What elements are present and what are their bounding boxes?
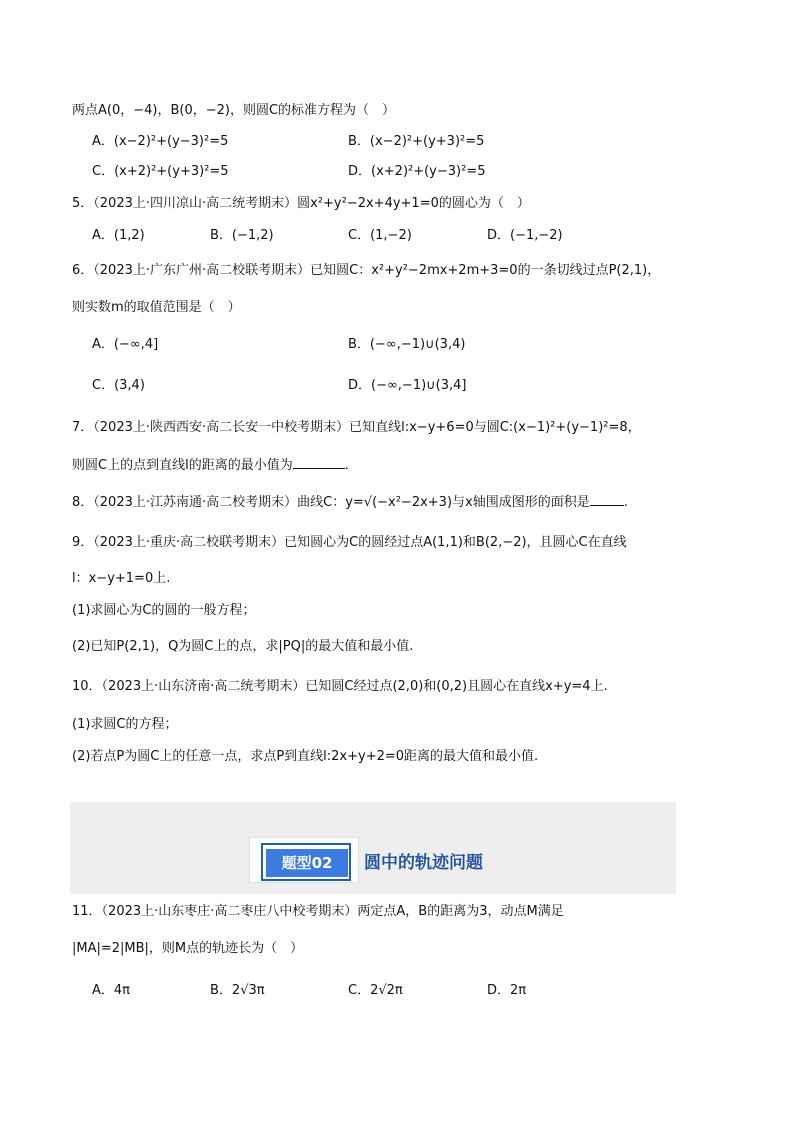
text-content: (2)若点P为圆C上的任意一点，求点P到直线l:2x+y+2=0距离的最大值和最小值. xyxy=(72,749,539,764)
trailing-punct: . xyxy=(344,458,349,473)
text-content: 6．（2023上·广东广州·高二校联考期末）已知圆C：x²+y²−2mx+2m+3=0的一条切线过点P(2,1)， xyxy=(72,263,661,278)
text-line-q11B xyxy=(210,982,265,1000)
text-line-q6D xyxy=(348,377,467,395)
text-content: 两点A(0，−4)，B(0，−2)，则圆C的标准方程为（ ） xyxy=(72,103,396,118)
text-line-q4b xyxy=(348,133,484,151)
text-content: B．2√3π xyxy=(210,983,265,998)
text-content: D．(−1,−2) xyxy=(487,228,563,243)
text-line-q6A xyxy=(92,336,158,354)
text-line-q4d xyxy=(348,163,486,181)
text-content: |MA|=2|MB|，则M点的轨迹长为（ ） xyxy=(72,941,304,956)
text-line-q11D xyxy=(487,982,526,1000)
text-line-q6B xyxy=(348,336,465,354)
trailing-punct: . xyxy=(623,495,628,510)
text-content: (1)求圆C的方程； xyxy=(72,717,178,732)
text-content: D．(x+2)²+(y−3)²=5 xyxy=(348,164,486,179)
text-line-q9d xyxy=(72,638,413,656)
text-content: B．(−1,2) xyxy=(210,228,274,243)
text-line-q5b xyxy=(210,227,274,245)
text-line-q9b xyxy=(72,570,170,588)
text-content: (1)求圆心为C的圆的一般方程； xyxy=(72,603,256,618)
text-line-q11 xyxy=(72,903,564,921)
text-content: 11．（2023上·山东枣庄·高二枣庄八中校考期末）两定点A，B的距离为3，动点M满足 xyxy=(72,904,564,919)
text-line-q9 xyxy=(72,534,627,552)
text-content: C．(x+2)²+(y+3)²=5 xyxy=(92,164,229,179)
text-content: B．(x−2)²+(y+3)²=5 xyxy=(348,134,485,149)
text-line-q6 xyxy=(72,262,660,280)
text-line-q10 xyxy=(72,678,608,696)
text-content: 则圆C上的点到直线l的距离的最小值为 xyxy=(72,458,293,473)
text-line-l1 xyxy=(72,102,395,120)
text-content: 10．（2023上·山东济南·高二统考期末）已知圆C经过点(2,0)和(0,2)且圆心在直线x+y=4上. xyxy=(72,679,608,694)
text-line-q7b xyxy=(72,456,349,475)
text-line-q9c xyxy=(72,602,256,620)
section-title: 圆中的轨迹问题 xyxy=(364,853,483,873)
text-line-q8 xyxy=(72,493,628,512)
text-content: 则实数m的取值范围是（ ） xyxy=(72,300,241,315)
answer-blank xyxy=(590,493,624,506)
text-line-q5a xyxy=(92,227,145,245)
text-content: D．(−∞,−1)∪(3,4] xyxy=(348,378,467,393)
text-content: B．(−∞,−1)∪(3,4) xyxy=(348,337,466,352)
text-line-q4a xyxy=(92,133,228,151)
answer-blank xyxy=(293,456,345,469)
text-content: (2)已知P(2,1)，Q为圆C上的点，求|PQ|的最大值和最小值. xyxy=(72,639,414,654)
text-content: 9．（2023上·重庆·高二校联考期末）已知圆心为C的圆经过点A(1,1)和B(2,−2)，且圆心C在直线 xyxy=(72,535,627,550)
text-line-q5d xyxy=(487,227,563,245)
text-line-q6b xyxy=(72,299,241,317)
text-line-q5c xyxy=(348,227,412,245)
text-line-q4c xyxy=(92,163,229,181)
text-content: 5．（2023上·四川凉山·高二统考期末）圆x²+y²−2x+4y+1=0的圆心为（ ） xyxy=(72,196,530,211)
text-content: A．(1,2) xyxy=(92,228,145,243)
text-content: A．(x−2)²+(y−3)²=5 xyxy=(92,134,229,149)
section-banner xyxy=(70,802,676,894)
text-line-q11b xyxy=(72,940,303,958)
text-line-q5 xyxy=(72,195,530,213)
text-line-q11A xyxy=(92,982,130,1000)
text-content: l：x−y+1=0上. xyxy=(72,571,171,586)
text-content: D．2π xyxy=(487,983,527,998)
text-content: C．(3,4) xyxy=(92,378,145,393)
section-badge: 题型02 xyxy=(266,849,348,877)
text-content: 7．（2023上·陕西西安·高二长安一中校考期末）已知直线l:x−y+6=0与圆C:(x−1)²+(y−1)²=8， xyxy=(72,420,641,435)
text-line-q10c xyxy=(72,748,538,766)
text-content: A．4π xyxy=(92,983,130,998)
text-content: A．(−∞,4] xyxy=(92,337,159,352)
text-line-q6C xyxy=(92,377,145,395)
text-content: C．(1,−2) xyxy=(348,228,412,243)
text-line-q11C xyxy=(348,982,403,1000)
text-content: C．2√2π xyxy=(348,983,403,998)
text-content: 8．（2023上·江苏南通·高二校考期末）曲线C：y=√(−x²−2x+3)与x轴围成图形的面积是 xyxy=(72,495,590,510)
text-line-q7 xyxy=(72,419,641,437)
text-line-q10b xyxy=(72,716,178,734)
